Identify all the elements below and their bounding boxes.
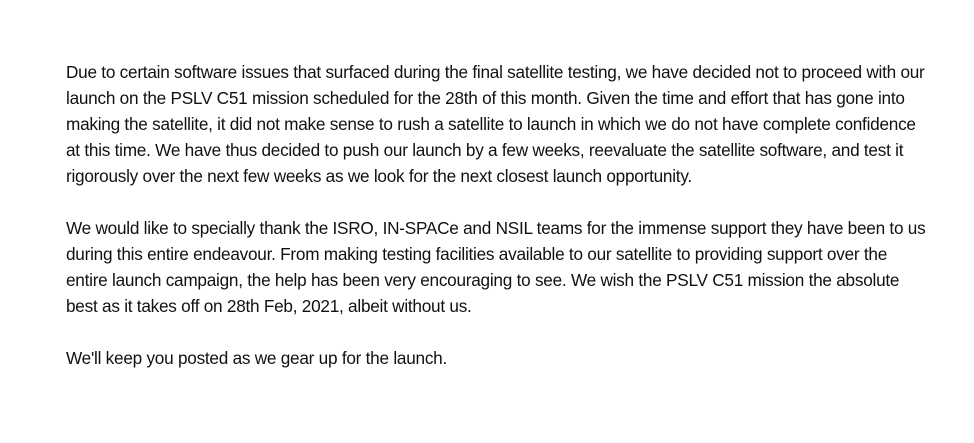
paragraph-launch-postponed: Due to certain software issues that surfaced during the final satellite testing, we have decided not to proceed with our launch on the PSLV C51 mission scheduled for the 28th of this month. Given the time and effort that has gone into making the satellite, it did not make sense to rush a satellite to launch in which we do not have complete confidence at this time. We have thus decided to push our launch by a few weeks, reevaluate the satellite software, and test it rigorously over the next few weeks as we look for the next closest launch opportunity. bbox=[66, 62, 925, 186]
announcement-body bbox=[66, 59, 926, 371]
paragraph-closing: We'll keep you posted as we gear up for the launch. bbox=[66, 348, 447, 368]
paragraph-acknowledgements: We would like to specially thank the ISRO, IN-SPACe and NSIL teams for the immense support they have been to us during this entire endeavour. From making testing facilities available to our satellite to providing support over the entire launch campaign, the help has been very encouraging to see. We wish the PSLV C51 mission the absolute best as it takes off on 28th Feb, 2021, albeit without us. bbox=[66, 218, 926, 316]
